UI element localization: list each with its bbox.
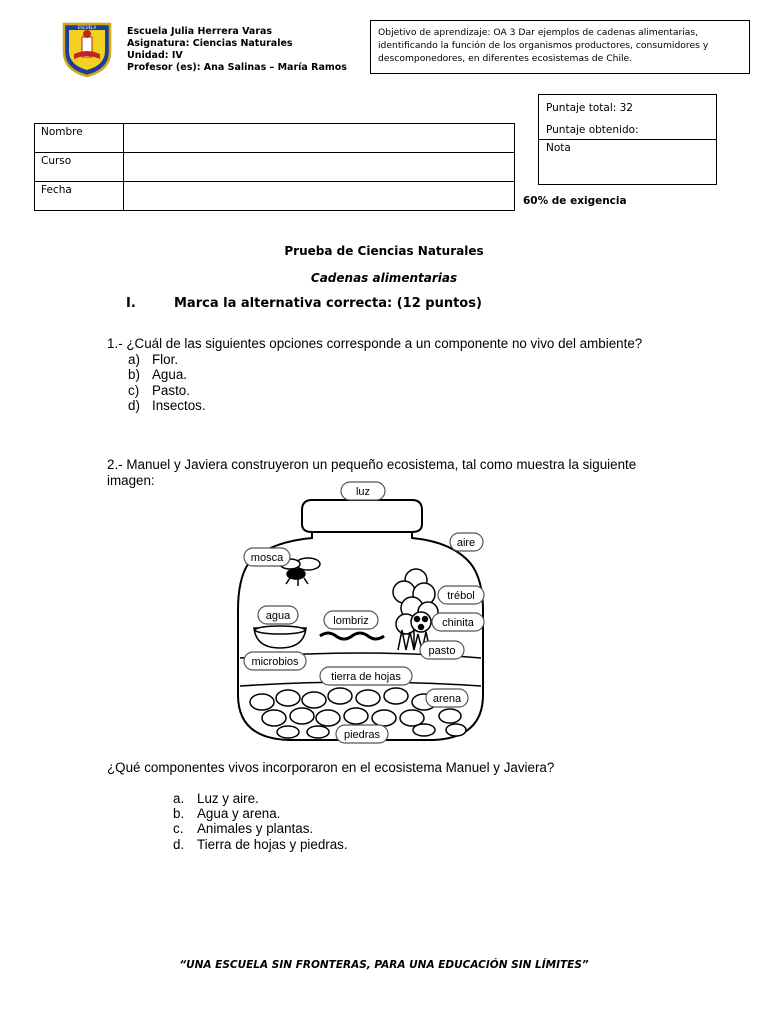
option-b[interactable]: b. Agua y arena. xyxy=(173,806,281,822)
objective-text: Objetivo de aprendizaje: OA 3 Dar ejemplos de cadenas alimentarias, identificando la función de los organismos productores, consumidores y descomponedores, en diferentes ecosistemas de Chile. xyxy=(378,27,709,64)
section-title: Marca la alternativa correcta: (12 puntos) xyxy=(174,296,482,311)
grade-label[interactable]: Nota xyxy=(546,142,571,154)
option-a[interactable]: a) Flor. xyxy=(128,351,179,367)
label-mosca: mosca xyxy=(250,552,284,564)
option-b[interactable]: b) Agua. xyxy=(128,367,187,382)
label-luz: luz xyxy=(355,486,371,498)
school-info xyxy=(127,26,347,74)
label-pasto: pasto xyxy=(428,645,456,657)
section-number: I. xyxy=(126,296,136,311)
option-a[interactable]: a. Luz y aire. xyxy=(173,791,259,806)
label-lombriz: lombriz xyxy=(333,615,369,627)
date-field[interactable] xyxy=(124,182,515,211)
school-motto: “UNA ESCUELA SIN FRONTERAS, PARA UNA EDUCACIÓN SIN LÍMITES” xyxy=(179,959,589,971)
option-d[interactable]: d. Tierra de hojas y piedras. xyxy=(173,836,348,852)
label-agua: agua xyxy=(265,610,291,622)
question-1-options xyxy=(128,352,667,414)
label-chinita: chinita xyxy=(442,617,474,629)
subject: Asignatura: Ciencias Naturales xyxy=(127,38,293,49)
question-1-text: 1.- ¿Cuál de las siguientes opciones corresponde a un componente no vivo del ambiente? xyxy=(107,336,643,351)
school-name: Escuela Julia Herrera Varas xyxy=(127,26,273,37)
score-box xyxy=(538,94,717,185)
label-piedras: piedras xyxy=(343,729,381,741)
objective-box xyxy=(370,20,750,74)
label-trebol: trébol xyxy=(447,590,475,602)
svg-text:ESCUELA: ESCUELA xyxy=(77,25,97,30)
ecosystem-jar-illustration xyxy=(228,480,493,748)
label-aire: aire xyxy=(456,537,476,549)
label-tierra-de-hojas: tierra de hojas xyxy=(331,671,401,683)
option-c[interactable]: c) Pasto. xyxy=(128,382,190,398)
course-label: Curso xyxy=(35,153,124,182)
name-label: Nombre xyxy=(35,124,124,153)
student-info-table xyxy=(34,123,515,211)
unit: Unidad: IV xyxy=(127,50,183,61)
label-arena: arena xyxy=(432,693,462,705)
table-row xyxy=(35,124,515,153)
total-score: Puntaje total: 32 xyxy=(546,102,633,114)
label-microbios: microbios xyxy=(251,656,299,668)
teachers: Profesor (es): Ana Salinas – María Ramos xyxy=(127,62,347,73)
option-d[interactable]: d) Insectos. xyxy=(128,398,206,413)
question-1 xyxy=(107,336,667,414)
table-row xyxy=(35,182,515,211)
question-2-options xyxy=(173,791,348,852)
course-field[interactable] xyxy=(124,153,515,182)
test-subtitle: Cadenas alimentarias xyxy=(310,271,458,285)
school-logo xyxy=(58,20,116,78)
test-title: Prueba de Ciencias Naturales xyxy=(284,244,484,258)
option-c[interactable]: c. Animales y plantas. xyxy=(173,821,314,837)
date-label: Fecha xyxy=(35,182,124,211)
name-field[interactable] xyxy=(124,124,515,153)
question-2-prompt: ¿Qué componentes vivos incorporaron en el ecosistema Manuel y Javiera? xyxy=(107,760,555,775)
table-row xyxy=(35,153,515,182)
obtained-score[interactable]: Puntaje obtenido: xyxy=(546,124,639,136)
requirement-text: 60% de exigencia xyxy=(523,195,627,207)
question-2-text: 2.- Manuel y Javiera construyeron un pequeño ecosistema, tal como muestra la siguiente imagen: xyxy=(107,457,637,488)
